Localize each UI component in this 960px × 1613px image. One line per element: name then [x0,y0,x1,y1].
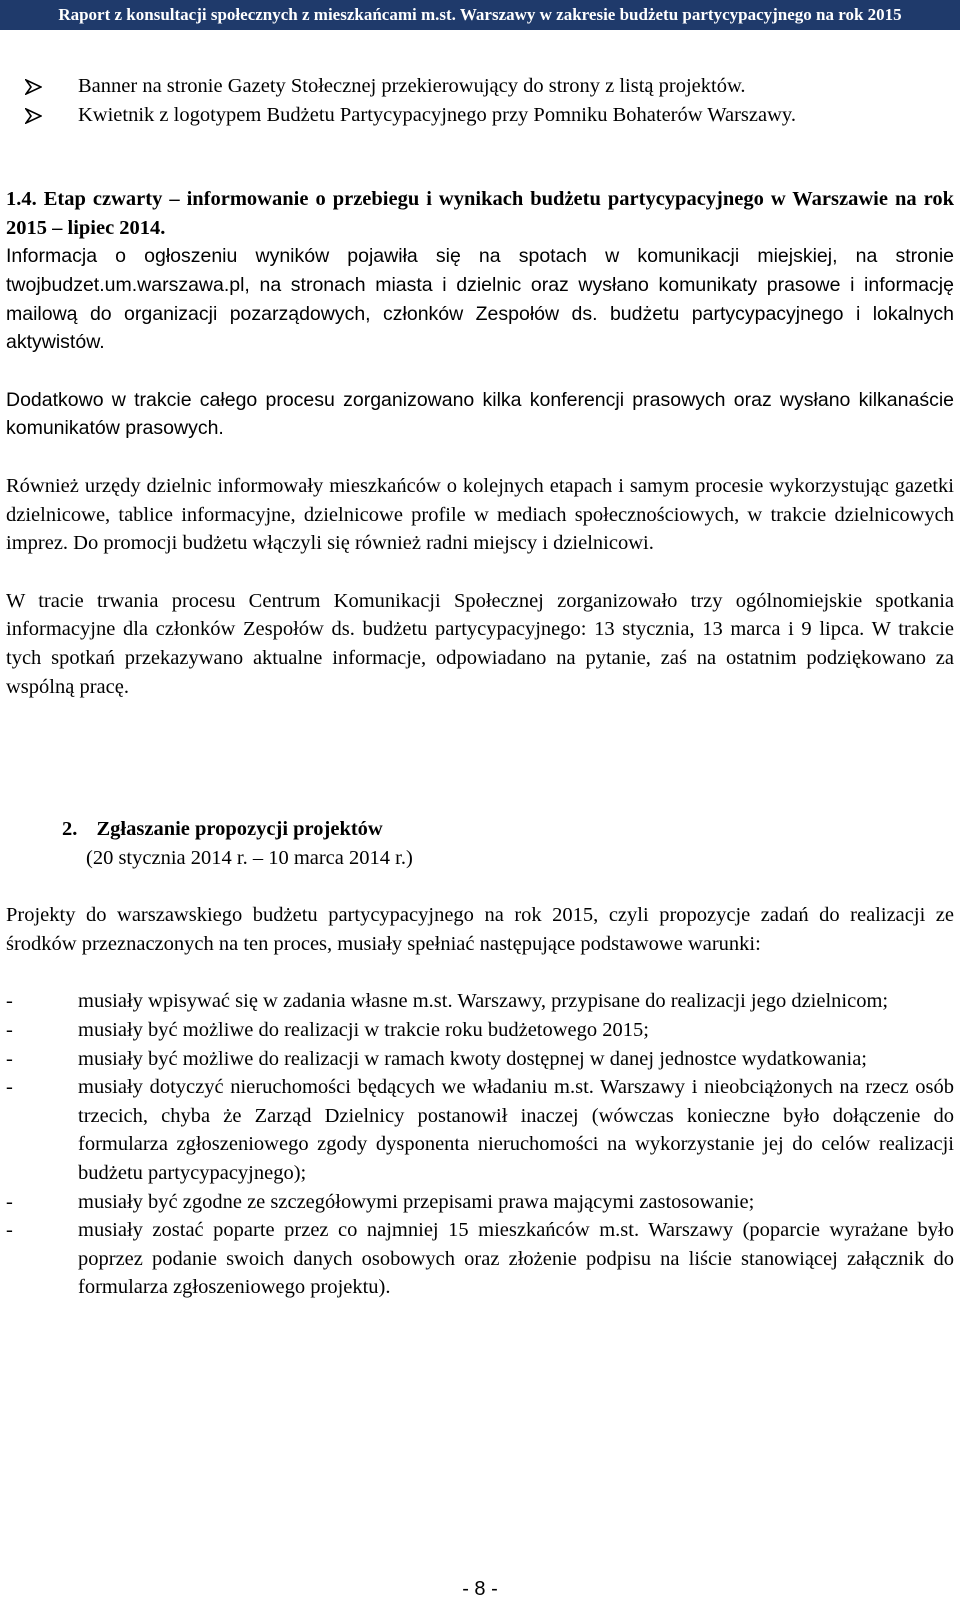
list-item: - musiały dotyczyć nieruchomości będących we władaniu m.st. Warszawy i nieobciążonych na rzecz osób trzecich, chyba że Zarząd Dzielnicy postanowił inaczej (wówczas konieczne było dołączenie do formularza zgłoszeniowego zgody dysponenta nieruchomości na wykorzystanie jej do celów realizacji budżetu partycypacyjnego); [6,1073,954,1187]
list-item: - musiały wpisywać się w zadania własne m.st. Warszawy, przypisane do realizacji jego dzielnicom; [6,987,954,1016]
bullet-text: Banner na stronie Gazety Stołecznej przekierowujący do strony z listą projektów. [78,75,746,97]
dash-marker: - [6,1076,13,1099]
paragraph-district-offices: Również urzędy dzielnic informowały mieszkańców o kolejnych etapach i samym procesie wykorzystując gazetki dzielnicowe, tablice informacyjne, dzielnicowe profile w mediach społecznościowych, w trakcie dzielnicowych imprez. Do promocji budżetu włączyli się również radni miejscy i dzielnicowi. [6,474,954,555]
dash-marker: - [6,1190,13,1213]
arrow-bullet-list [6,72,954,129]
paragraph-project-conditions-intro: Projekty do warszawskiego budżetu partycypacyjnego na rok 2015, czyli propozycje zadań do realizacji ze środków przeznaczonych na ten proces, musiały spełniać następujące podstawowe warunki: [6,904,954,955]
bullet-text: Kwietnik z logotypem Budżetu Partycypacyjnego przy Pomniku Bohaterów Warszawy. [78,103,796,126]
section-heading-2 [6,815,954,872]
list-item: - musiały zostać poparte przez co najmniej 15 mieszkańców m.st. Warszawy (poparcie wyrażane było poprzez podanie swoich danych osobowych oraz złożenie podpisu na liście stanowiącej załącznik do formularza zgłoszeniowego projektu). [6,1216,954,1302]
list-item [6,72,954,101]
page-content [6,72,954,1302]
conditions-list [6,987,954,1302]
paragraph-information-meetings: W tracie trwania procesu Centrum Komunikacji Społecznej zorganizowało trzy ogólnomiejskie spotkania informacyjne dla członków Zespołów ds. budżetu partycypacyjnego: 13 stycznia, 13 marca i 9 lipca. W trakcie tych spotkań przekazywano aktualne informacje, odpowiadano na pytanie, zaś na ostatnim podziękowano za wspólną pracę. [6,589,954,698]
section-title: Zgłaszanie propozycji projektów [96,818,383,841]
list-item: - musiały być możliwe do realizacji w trakcie roku budżetowego 2015; [6,1016,954,1045]
list-item: - musiały być zgodne ze szczegółowymi przepisami prawa mającymi zastosowanie; [6,1188,954,1217]
paragraph-results-info: Informacja o ogłoszeniu wyników pojawiła się na spotach w komunikacji miejskiej, na stronie twojbudzet.um.warszawa.pl, na stronach miasta i dzielnic oraz wysłano komunikaty prasowe i informację mailową do organizacji pozarządowych, członków Zespołów ds. budżetu partycypacyjnego i lokalnych aktywistów. [6,245,954,354]
dash-marker: - [6,990,13,1013]
list-item: - musiały być możliwe do realizacji w ramach kwoty dostępnej w danej jednostce wydatkowania; [6,1045,954,1074]
list-item [6,101,954,130]
dash-marker: - [6,1019,13,1042]
arrow-bullet-icon [25,79,42,95]
page-number: - 8 - [462,1578,498,1600]
document-header: Raport z konsultacji społecznych z mieszkańcami m.st. Warszawy w zakresie budżetu partycypacyjnego na rok 2015 [0,0,960,30]
paragraph-press-conferences: Dodatkowo w trakcie całego procesu zorganizowano kilka konferencji prasowych oraz wysłano kilkanaście komunikatów prasowych. [6,388,954,440]
arrow-bullet-icon [25,108,42,124]
section-dates: (20 stycznia 2014 r. – 10 marca 2014 r.) [86,846,413,869]
dash-marker: - [6,1047,13,1070]
dash-marker: - [6,1219,13,1242]
section-number: 2. [62,818,78,841]
section-heading-1-4: 1.4. Etap czwarty – informowanie o przebiegu i wynikach budżetu partycypacyjnego w Warszawie na rok 2015 – lipiec 2014. [6,188,954,239]
